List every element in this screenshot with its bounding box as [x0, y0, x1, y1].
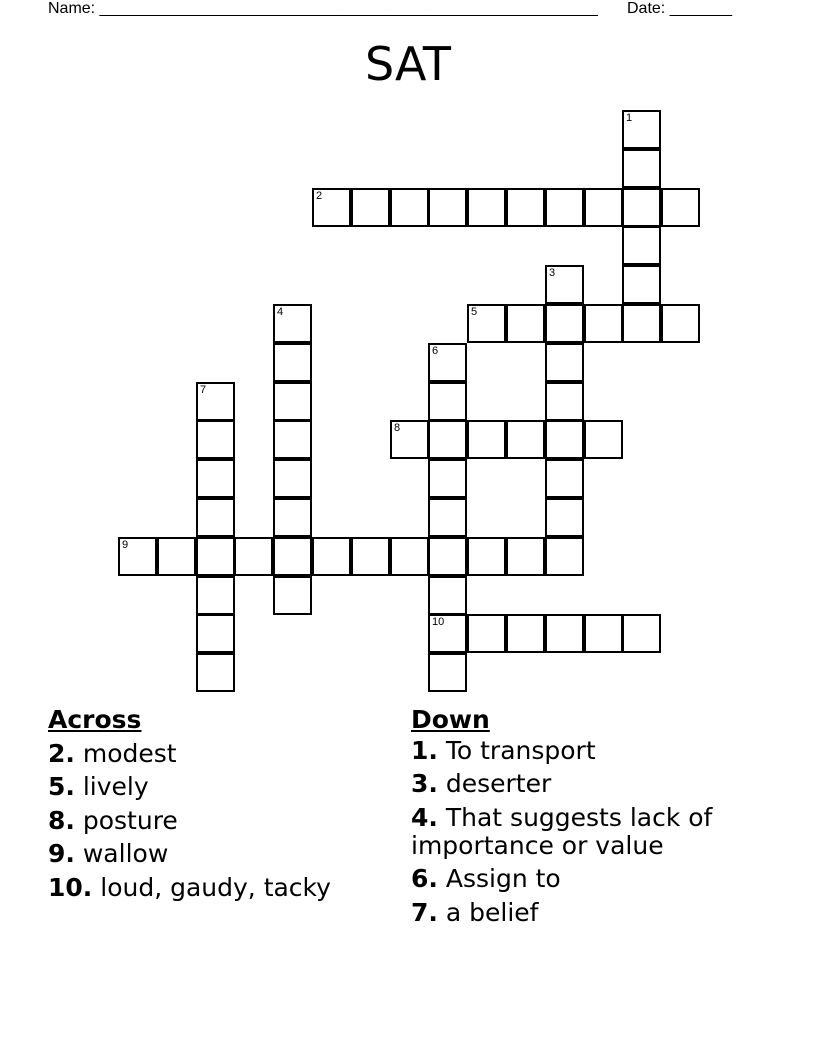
- cell-number: 7: [200, 384, 207, 396]
- crossword-cell[interactable]: [545, 537, 584, 576]
- clue-number: 4.: [411, 802, 438, 832]
- down-heading: Down: [411, 705, 490, 734]
- crossword-cell[interactable]: [428, 459, 467, 498]
- crossword-cell[interactable]: [622, 226, 661, 265]
- crossword-cell[interactable]: [467, 614, 506, 653]
- crossword-cell[interactable]: [545, 343, 584, 382]
- crossword-cell[interactable]: [661, 304, 700, 343]
- cell-number: 6: [432, 345, 439, 357]
- crossword-cell[interactable]: [273, 498, 312, 537]
- down-clue: [411, 899, 741, 927]
- crossword-cell[interactable]: [312, 537, 351, 576]
- cell-number: 10: [432, 616, 445, 628]
- crossword-cell[interactable]: [467, 537, 506, 576]
- crossword-cell[interactable]: [428, 498, 467, 537]
- page-title: SAT: [364, 37, 452, 91]
- crossword-cell[interactable]: [622, 304, 661, 343]
- crossword-cell[interactable]: [351, 537, 390, 576]
- crossword-cell[interactable]: [196, 653, 235, 692]
- clue-number: 5.: [48, 772, 75, 801]
- crossword-cell[interactable]: [545, 459, 584, 498]
- crossword-cell[interactable]: [584, 614, 623, 653]
- crossword-cell[interactable]: [545, 420, 584, 459]
- cell-number: 3: [549, 267, 556, 279]
- down-clues: [411, 703, 741, 932]
- crossword-cell[interactable]: [196, 459, 235, 498]
- crossword-cell[interactable]: [584, 420, 623, 459]
- clue-number: 1.: [411, 735, 438, 765]
- cell-number: 9: [122, 539, 129, 551]
- crossword-cell[interactable]: [506, 614, 545, 653]
- cell-number: 2: [316, 190, 323, 202]
- crossword-cell[interactable]: [506, 537, 545, 576]
- crossword-cell[interactable]: [390, 188, 429, 227]
- across-clues: [48, 703, 388, 904]
- clue-text: loud, gaudy, tacky: [100, 872, 331, 902]
- crossword-cell[interactable]: [351, 188, 390, 227]
- clue-text: deserter: [445, 769, 552, 798]
- crossword-cell[interactable]: [273, 382, 312, 421]
- crossword-cell[interactable]: [428, 188, 467, 227]
- crossword-cell[interactable]: [545, 304, 584, 343]
- across-clue: [48, 871, 388, 905]
- clue-text: That suggests lack of importance or value: [411, 802, 713, 860]
- crossword-cell[interactable]: [428, 343, 467, 382]
- crossword-cell[interactable]: [506, 188, 545, 227]
- cell-number: 8: [394, 422, 401, 434]
- down-clue: [411, 865, 741, 893]
- clue-text: posture: [82, 805, 178, 835]
- crossword-cell[interactable]: [622, 149, 661, 188]
- crossword-cell[interactable]: [196, 576, 235, 615]
- crossword-cell[interactable]: [467, 188, 506, 227]
- clue-text: a belief: [445, 897, 539, 927]
- across-clue: [48, 804, 388, 838]
- across-clue: [48, 770, 388, 804]
- crossword-cell[interactable]: [545, 614, 584, 653]
- crossword-cell[interactable]: [428, 420, 467, 459]
- crossword-cell[interactable]: [273, 304, 312, 343]
- crossword-cell[interactable]: [196, 420, 235, 459]
- crossword-cell[interactable]: [661, 188, 700, 227]
- down-clue: [411, 737, 741, 765]
- crossword-cell[interactable]: [622, 614, 661, 653]
- clue-text: modest: [82, 738, 177, 768]
- crossword-cell[interactable]: [273, 420, 312, 459]
- crossword-cell[interactable]: [622, 188, 661, 227]
- crossword-cell[interactable]: [584, 188, 623, 227]
- clue-text: To transport: [445, 735, 596, 765]
- clue-number: 6.: [411, 864, 438, 893]
- crossword-cell[interactable]: [622, 265, 661, 304]
- crossword-cell[interactable]: [545, 265, 584, 304]
- crossword-cell[interactable]: [584, 304, 623, 343]
- crossword-cell[interactable]: [196, 498, 235, 537]
- crossword-cell[interactable]: [196, 537, 235, 576]
- crossword-cell[interactable]: [312, 188, 351, 227]
- crossword-cell[interactable]: [273, 343, 312, 382]
- clue-number: 3.: [411, 769, 438, 798]
- cell-number: 5: [471, 306, 478, 318]
- clue-number: 10.: [48, 872, 93, 902]
- crossword-cell[interactable]: [545, 382, 584, 421]
- clue-number: 9.: [48, 839, 75, 868]
- crossword-cell[interactable]: [545, 188, 584, 227]
- clue-number: 7.: [411, 897, 438, 927]
- clue-number: 2.: [48, 738, 75, 768]
- crossword-cell[interactable]: [545, 498, 584, 537]
- crossword-cell[interactable]: [390, 537, 429, 576]
- crossword-cell[interactable]: [467, 420, 506, 459]
- across-clue: [48, 837, 388, 871]
- crossword-cell[interactable]: [118, 537, 157, 576]
- crossword-cell[interactable]: [273, 459, 312, 498]
- crossword-cell[interactable]: [428, 576, 467, 615]
- clue-number: 8.: [48, 805, 75, 835]
- down-clue: [411, 804, 741, 860]
- crossword-cell[interactable]: [234, 537, 273, 576]
- crossword-cell[interactable]: [273, 576, 312, 615]
- clue-text: wallow: [82, 839, 169, 868]
- crossword-cell[interactable]: [428, 614, 467, 653]
- cell-number: 1: [626, 112, 633, 124]
- crossword-cell[interactable]: [506, 304, 545, 343]
- crossword-cell[interactable]: [506, 420, 545, 459]
- crossword-cell[interactable]: [428, 653, 467, 692]
- across-clue: [48, 737, 388, 771]
- crossword-cell[interactable]: [622, 110, 661, 149]
- clue-text: lively: [82, 772, 149, 801]
- down-clue: [411, 770, 741, 798]
- crossword-cell[interactable]: [467, 304, 506, 343]
- crossword-cell[interactable]: [196, 382, 235, 421]
- crossword-cell[interactable]: [157, 537, 196, 576]
- across-heading: Across: [48, 705, 142, 734]
- cell-number: 4: [277, 306, 284, 318]
- crossword-cell[interactable]: [428, 382, 467, 421]
- crossword-cell[interactable]: [390, 420, 429, 459]
- crossword-cell[interactable]: [428, 537, 467, 576]
- crossword-cell[interactable]: [196, 614, 235, 653]
- clue-text: Assign to: [445, 864, 561, 893]
- name-field-label: Name: ________________________________________________________: [48, 0, 598, 17]
- date-field-label: Date: _______: [627, 0, 732, 17]
- crossword-cell[interactable]: [273, 537, 312, 576]
